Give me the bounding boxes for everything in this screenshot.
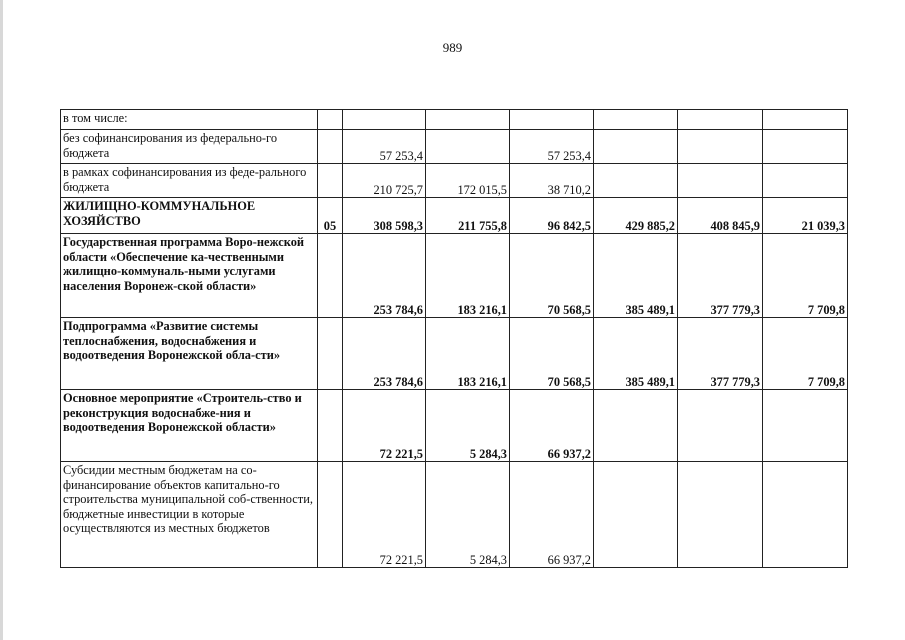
- page-number: 989: [442, 40, 463, 55]
- amount-cell: [763, 130, 848, 164]
- section-code-cell: [318, 130, 343, 164]
- section-code-cell: [318, 110, 343, 130]
- row-name-cell: без софинансирования из федерально-го бюджета: [61, 130, 318, 164]
- amount-cell: 57 253,4: [510, 130, 594, 164]
- table-row: [61, 390, 848, 462]
- amount-cell: 7 709,8: [763, 234, 848, 318]
- amount-cell: [426, 130, 510, 164]
- section-code-cell: 05: [318, 198, 343, 234]
- amount-cell: [678, 164, 763, 198]
- section-code-cell: [318, 390, 343, 462]
- row-name-cell: Основное мероприятие «Строитель-ство и реконструкция водоснабже-ния и водоотведения Воронежской области»: [61, 390, 318, 462]
- amount-cell: [594, 110, 678, 130]
- amount-cell: 377 779,3: [678, 234, 763, 318]
- amount-cell: 72 221,5: [343, 390, 426, 462]
- row-name-cell: в рамках софинансирования из феде-рального бюджета: [61, 164, 318, 198]
- amount-cell: 38 710,2: [510, 164, 594, 198]
- amount-cell: 210 725,7: [343, 164, 426, 198]
- row-name-cell: Субсидии местным бюджетам на со-финансирование объектов капитально-го строительства муниципальной соб-ственности, бюджетные инвестиции в которые осуществляются из местных бюджетов: [61, 462, 318, 568]
- section-code-cell: [318, 318, 343, 390]
- amount-cell: 183 216,1: [426, 318, 510, 390]
- amount-cell: [594, 130, 678, 164]
- amount-cell: [594, 164, 678, 198]
- amount-cell: [343, 110, 426, 130]
- amount-cell: 429 885,2: [594, 198, 678, 234]
- amount-cell: [763, 462, 848, 568]
- amount-cell: [763, 110, 848, 130]
- section-code-cell: [318, 164, 343, 198]
- amount-cell: 253 784,6: [343, 318, 426, 390]
- table-row: [61, 234, 848, 318]
- amount-cell: [678, 462, 763, 568]
- amount-cell: [678, 130, 763, 164]
- budget-table: [60, 109, 848, 568]
- table-row: [61, 318, 848, 390]
- table-row: [61, 462, 848, 568]
- amount-cell: 21 039,3: [763, 198, 848, 234]
- amount-cell: 96 842,5: [510, 198, 594, 234]
- table-row: [61, 198, 848, 234]
- amount-cell: 385 489,1: [594, 234, 678, 318]
- row-name-cell: Государственная программа Воро-нежской области «Обеспечение ка-чественными жилищно-коммуналь-ными услугами населения Воронеж-ской области»: [61, 234, 318, 318]
- row-name-cell: Подпрограмма «Развитие системы теплоснабжения, водоснабжения и водоотведения Воронежской обла-сти»: [61, 318, 318, 390]
- amount-cell: 408 845,9: [678, 198, 763, 234]
- amount-cell: 172 015,5: [426, 164, 510, 198]
- table-row: [61, 110, 848, 130]
- amount-cell: 66 937,2: [510, 462, 594, 568]
- amount-cell: 70 568,5: [510, 318, 594, 390]
- amount-cell: 253 784,6: [343, 234, 426, 318]
- table-row: [61, 130, 848, 164]
- amount-cell: [594, 390, 678, 462]
- amount-cell: 5 284,3: [426, 390, 510, 462]
- amount-cell: 5 284,3: [426, 462, 510, 568]
- row-name-cell: ЖИЛИЩНО-КОММУНАЛЬНОЕ ХОЗЯЙСТВО: [61, 198, 318, 234]
- amount-cell: 57 253,4: [343, 130, 426, 164]
- amount-cell: 377 779,3: [678, 318, 763, 390]
- amount-cell: [594, 462, 678, 568]
- amount-cell: [510, 110, 594, 130]
- amount-cell: 70 568,5: [510, 234, 594, 318]
- amount-cell: 7 709,8: [763, 318, 848, 390]
- amount-cell: [426, 110, 510, 130]
- amount-cell: 308 598,3: [343, 198, 426, 234]
- amount-cell: [763, 390, 848, 462]
- section-code-cell: [318, 234, 343, 318]
- amount-cell: 385 489,1: [594, 318, 678, 390]
- scan-left-edge: [0, 0, 3, 640]
- amount-cell: [678, 110, 763, 130]
- amount-cell: 183 216,1: [426, 234, 510, 318]
- amount-cell: 72 221,5: [343, 462, 426, 568]
- section-code-cell: [318, 462, 343, 568]
- amount-cell: 211 755,8: [426, 198, 510, 234]
- row-name-cell: в том числе:: [61, 110, 318, 130]
- amount-cell: 66 937,2: [510, 390, 594, 462]
- amount-cell: [763, 164, 848, 198]
- amount-cell: [678, 390, 763, 462]
- table-row: [61, 164, 848, 198]
